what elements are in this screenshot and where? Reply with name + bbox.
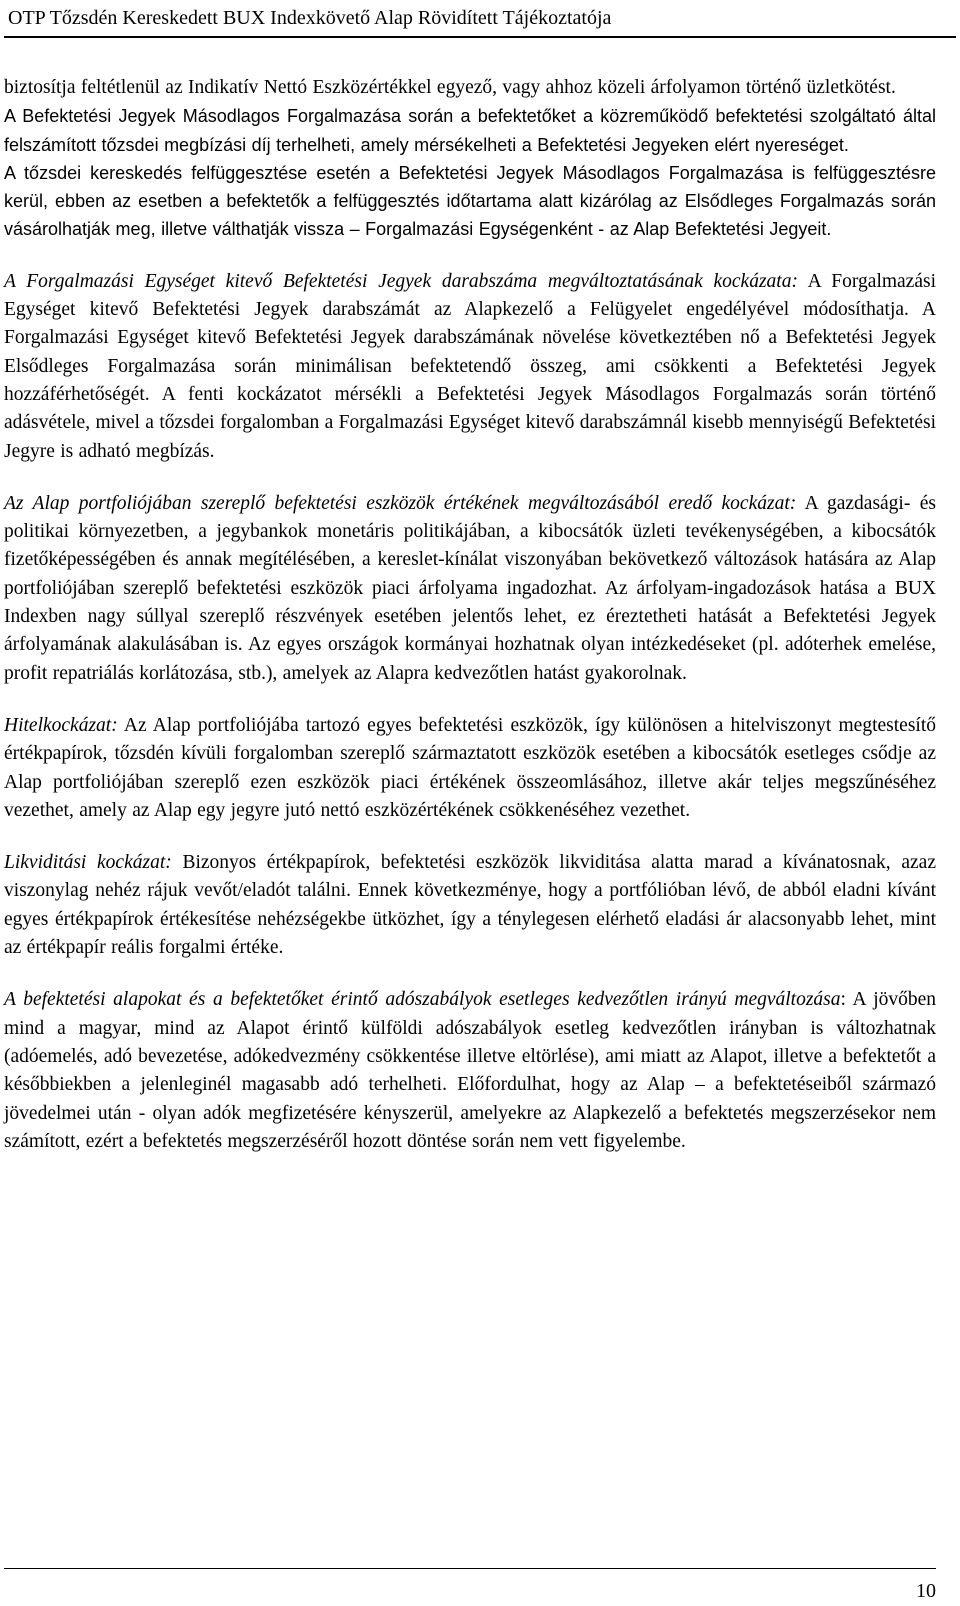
risk-text-unit-size: A Forgalmazási Egységet kitevő Befektetési Jegyek darabszámát az Alapkezelő a Felügyelet engedélyével módosíthatja. A Forgalmazási Egységet kitevő Befektetési Jegyek darabszámának növelése következtében nő a Befektetési Jegyek Elsődleges Forgalmazása során minimálisan befektetendő összeg, ami csökkenti a Befektetési Jegyek hozzáférhetőségét. A fenti kockázatot mérsékli a Befektetési Jegyek Másodlagos Forgalmazás során történő adásvétele, mivel a tőzsdei forgalomban a Forgalmazási Egységet kitevő darabszámnál kisebb mennyiségű Befektetési Jegyre is adható megbízás. <box>4 270 936 462</box>
risk-label-unit-size: A Forgalmazási Egységet kitevő Befektetési Jegyek darabszáma megváltoztatásának kockázata: <box>4 270 798 292</box>
paragraph-trading-suspension: A tőzsdei kereskedés felfüggesztése esetén a Befektetési Jegyek Másodlagos Forgalmazása is felfüggesztésre kerül, ebben az esetben a befektetők a felfüggesztés időtartama alatt kizárólag az Elsődleges Forgalmazás során vásárolhatják meg, illetve válthatják vissza – Forgalmazási Egységenként - az Alap Befektetési Jegyeit. <box>4 162 936 240</box>
risk-text-credit: Az Alap portfoliójába tartozó egyes befektetési eszközök, így különösen a hitelviszonyt megtestesítő értékpapírok, tőzsdén kívüli forgalomban szereplő származtatott eszközök esetében a kibocsátók esetleges csődje az Alap portfoliójában szereplő ezen eszközök piaci értékének összeomlásához, illetve akár teljes megszűnéséhez vezethet, amely az Alap egy jegyre jutó nettó eszközértékének csökkenéséhez vezethet. <box>4 714 936 821</box>
risk-label-liquidity: Likviditási kockázat: <box>4 852 172 874</box>
paragraph-secondary-trading-fee: A Befektetési Jegyek Másodlagos Forgalmazása során a befektetőket a közreműködő befektetési szolgáltató által felszámított tőzsdei megbízási díj terhelheti, amely mérsékelheti a Befektetési Jegyeken elért nyereséget. <box>4 106 936 155</box>
page-number: 10 <box>916 1580 936 1602</box>
page-footer <box>4 1568 936 1602</box>
paragraph-continuation: biztosítja feltétlenül az Indikatív Nettó Eszközértékkel egyező, vagy ahhoz közeli árfolyamon történő üzletkötést. <box>4 77 896 98</box>
paragraph-liquidity-risk <box>4 849 936 962</box>
risk-text-tax: : A jövőben mind a magyar, mind az Alapot érintő külföldi adószabályok esetleg kedvezőtlen irányban is változhatnak (adóemelés, adó bevezetése, adókedvezmény csökkentése illetve eltörlése), ami miatt az Alapot, illetve a befektetőt a későbbiekben a jelenleginél magasabb adó terhelheti. Előfordulhat, hogy az Alap – a befektetéseiből származó jövedelmei után - olyan adók megfizetésére kényszerül, amelyekre az Alapkezelő a befektetés megszerzésekor nem számított, ezért a befektetés megszerzéséről hozott döntése során nem vett figyelembe. <box>4 989 937 1152</box>
page-header <box>4 0 956 38</box>
paragraph-credit-risk <box>4 712 936 825</box>
paragraph-market-risk <box>4 490 936 688</box>
document-body <box>4 74 936 1180</box>
paragraph-unit-size-risk <box>4 268 936 466</box>
document-title: OTP Tőzsdén Kereskedett BUX Indexkövető Alap Rövidített Tájékoztatója <box>8 7 612 29</box>
risk-text-market: A gazdasági- és politikai környezetben, a jegybankok monetáris politikájában, a kibocsátók üzleti tevékenységében, a kibocsátók fizetőképességében és annak megítélésében, a kereslet-kínálat viszonyában bekövetkező változások hatására az Alap portfoliójában szereplő befektetési eszközök piaci árfolyama ingadozhat. Az árfolyam-ingadozások hatása a BUX Indexben nagy súllyal szereplő részvények esetében jelentős lehet, ez éreztetheti hatását a Befektetési Jegyek árfolyamának alakulásában is. Az egyes országok kormányai hozhatnak olyan intézkedéseket (pl. adóterhek emelése, profit repatriálás korlátozása, stb.), amelyek az Alapra kedvezőtlen hatást gyakorolnak. <box>4 492 936 684</box>
risk-label-market: Az Alap portfoliójában szereplő befektetési eszközök értékének megváltozásából eredő kockázat: <box>4 492 797 514</box>
paragraph-tax-risk <box>4 986 936 1156</box>
risk-label-tax: A befektetési alapokat és a befektetőket érintő adószabályok esetleges kedvezőtlen irányú megváltozása <box>4 989 841 1011</box>
risk-text-liquidity: Bizonyos értékpapírok, befektetési eszközök likviditása alatta marad a kívánatosnak, azaz viszonylag nehéz rájuk vevőt/eladót találni. Ennek következménye, hogy a portfólióban lévő, de abból eladni kívánt egyes értékpapírok értékesítése nehézségekbe ütközhet, így a ténylegesen elérhető eladási ár alacsonyabb lehet, mint az értékpapír reális forgalmi értéke. <box>4 852 936 959</box>
risk-label-credit: Hitelkockázat: <box>4 714 118 736</box>
